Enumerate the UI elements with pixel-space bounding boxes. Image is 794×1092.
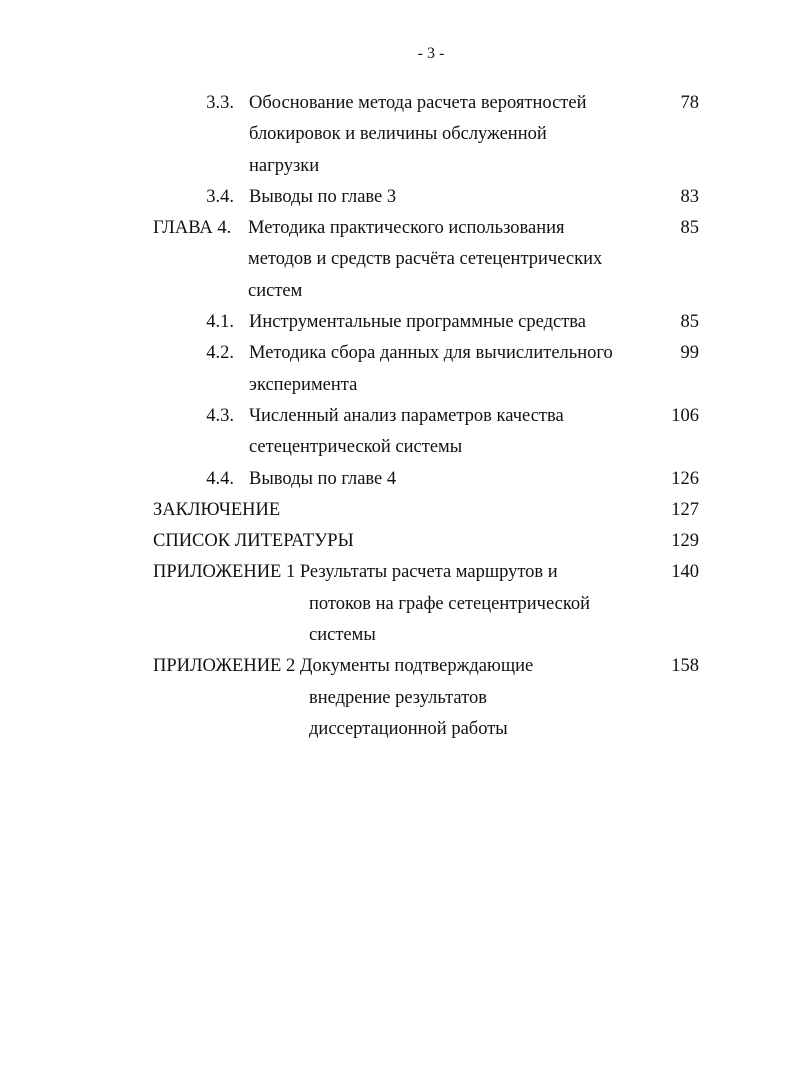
toc-entry-conclusion <box>0 495 794 526</box>
toc-entry-title: диссертационной работы <box>309 718 508 739</box>
toc-entry-page: 78 <box>680 93 699 113</box>
toc-entry-page: 129 <box>671 531 699 552</box>
toc-entry-title: методов и средств расчёта сетецентрических <box>248 249 603 270</box>
toc-entry-page: 83 <box>680 186 699 207</box>
toc-entry-3-3 <box>0 88 794 119</box>
toc-entry-title: Методика практического использования <box>248 218 565 239</box>
toc-entry-chapter-4 <box>0 213 794 244</box>
toc-entry-title: эксперимента <box>249 374 358 395</box>
toc-entry-page: 140 <box>671 562 699 583</box>
toc-entry-4-1 <box>0 307 794 338</box>
toc-entry-number: 4.1. <box>206 312 234 333</box>
toc-entry-appendix-2 <box>0 651 794 682</box>
toc-entry-continuation <box>0 151 794 182</box>
toc-entry-page: 99 <box>680 343 699 364</box>
toc-entry-3-4 <box>0 182 794 213</box>
toc-entry-continuation <box>0 714 794 745</box>
toc-entry-continuation <box>0 432 794 463</box>
toc-entry-title: Инструментальные программные средства <box>249 312 587 333</box>
toc-entry-appendix-1 <box>0 557 794 588</box>
toc-entry-continuation <box>0 244 794 275</box>
toc-entry-page: 127 <box>671 499 699 520</box>
page-number: - 3 - <box>417 45 445 62</box>
toc-entry-number: ГЛАВА 4. <box>153 218 232 239</box>
toc-entry-title: ПРИЛОЖЕНИЕ 2 Документы подтверждающие <box>153 656 534 677</box>
toc-entry-page: 85 <box>680 312 699 333</box>
toc-entry-title: Выводы по главе 3 <box>249 186 397 207</box>
toc-entry-title: ПРИЛОЖЕНИЕ 1 Результаты расчета маршрутов и <box>153 562 558 583</box>
toc-entry-title: ЗАКЛЮЧЕНИЕ <box>153 499 281 520</box>
toc-entry-number: 3.4. <box>206 186 234 207</box>
toc-entry-title: системы <box>309 625 376 646</box>
toc-entry-4-2 <box>0 338 794 369</box>
toc-entry-title: блокировок и величины обслуженной <box>249 124 547 145</box>
toc-entry-continuation <box>0 683 794 714</box>
toc-entry-title: внедрение результатов <box>309 687 487 708</box>
toc-entry-title: систем <box>248 280 303 301</box>
toc-entry-title: Выводы по главе 4 <box>249 468 397 489</box>
toc-entry-title: нагрузки <box>249 155 320 176</box>
table-of-contents <box>0 88 794 745</box>
toc-entry-4-3 <box>0 401 794 432</box>
toc-entry-number: 3.3. <box>206 93 234 113</box>
toc-entry-continuation <box>0 276 794 307</box>
toc-entry-continuation <box>0 589 794 620</box>
toc-entry-page: 158 <box>671 656 699 677</box>
toc-entry-continuation <box>0 119 794 150</box>
toc-entry-title: СПИСОК ЛИТЕРАТУРЫ <box>153 531 354 552</box>
toc-entry-title: Численный анализ параметров качества <box>249 405 564 426</box>
toc-entry-page: 85 <box>680 218 699 239</box>
toc-entry-title: сетецентрической системы <box>249 437 463 458</box>
toc-entry-title: Обоснование метода расчета вероятностей <box>249 93 587 113</box>
toc-entry-4-4 <box>0 464 794 495</box>
toc-entry-page: 106 <box>671 405 699 426</box>
toc-entry-continuation <box>0 370 794 401</box>
toc-entry-number: 4.3. <box>206 405 234 426</box>
toc-entry-number: 4.2. <box>206 343 234 364</box>
toc-entry-title: потоков на графе сетецентрической <box>309 593 591 614</box>
toc-entry-title: Методика сбора данных для вычислительного <box>249 343 613 364</box>
toc-entry-number: 4.4. <box>206 468 234 489</box>
toc-entry-page: 126 <box>671 468 699 489</box>
toc-entry-continuation <box>0 620 794 651</box>
toc-entry-bibliography <box>0 526 794 557</box>
